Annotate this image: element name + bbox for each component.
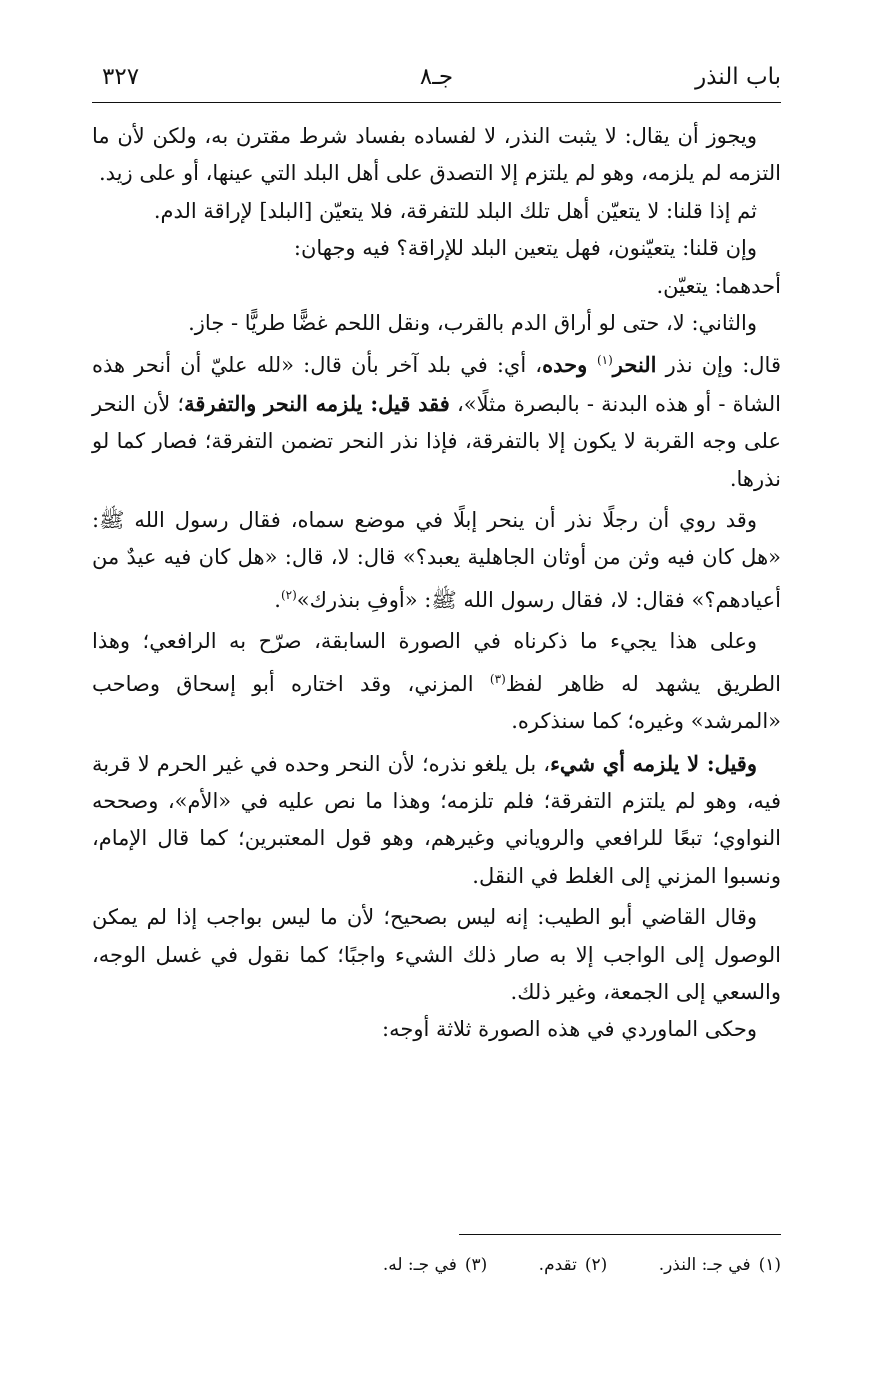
text-run: ؛ لأن النحر على وجه القربة لا يكون إلا بالتفرقة، فإذا نذر النحر تضمن التفرقة؛ فصار كما لو نذرها. <box>92 391 781 491</box>
footnote-text: في جـ: النذر. <box>658 1255 751 1275</box>
paragraph <box>92 1011 781 1048</box>
bold-term: فقد قيل: يلزمه النحر والتفرقة <box>184 390 450 416</box>
text-run: وقد روي أن رجلًا نذر أن ينحر إبلًا في موضع سماه، فقال رسول الله ﷺ: «هل كان فيه وثن من أوثان الجاهلية يعبد؟» قال: لا، قال: «هل كان فيه عيدٌ من أعيادهم؟» فقال: لا، فقال رسول الله ﷺ: «أوفِ بنذرك» <box>92 508 781 612</box>
footnote-divider <box>459 1234 781 1235</box>
paragraph <box>92 745 781 896</box>
footnote-number: (٣) <box>464 1255 488 1275</box>
paragraph <box>92 268 781 305</box>
footnote-ref: (٣) <box>489 671 506 686</box>
paragraph <box>92 342 781 498</box>
text-run: أحدهما: يتعيّن. <box>656 273 781 298</box>
page-number: ٣٢٧ <box>102 64 140 90</box>
paragraph <box>92 118 781 193</box>
text-run: ، أي: في بلد آخر بأن قال: «لله عليّ أن أنحر هذه الشاة - أو هذه البدنة - بالبصرة مثلًا»، <box>92 353 781 416</box>
paragraph <box>92 230 781 267</box>
text-run: ويجوز أن يقال: لا يثبت النذر، لا لفساده بفساد شرط مقترن به، ولكن لأن ما التزمه لم يلزمه، وهو لم يلتزم إلا التصدق على أهل البلد التي عينها، أو على زيد. <box>92 124 781 186</box>
paragraph <box>92 193 781 230</box>
text-run: وعلى هذا يجيء ما ذكرناه في الصورة السابقة، صرّح به الرافعي؛ وهذا الطريق يشهد له ظاهر لفظ <box>92 629 781 696</box>
footnote-text: في جـ: له. <box>382 1255 457 1275</box>
page-header <box>92 56 781 103</box>
footnote <box>383 1252 487 1278</box>
paragraph <box>92 502 781 619</box>
main-text <box>92 118 781 1049</box>
footnote <box>539 1252 608 1278</box>
footnote-ref: (٢) <box>280 587 297 602</box>
footnotes <box>92 1252 781 1278</box>
paragraph <box>92 899 781 1011</box>
text-run: وإن قلنا: يتعيّنون، فهل يتعين البلد للإراقة؟ فيه وجهان: <box>293 236 757 261</box>
text-run: . <box>274 587 281 612</box>
text-run: قال: وإن نذر <box>656 353 781 378</box>
footnote <box>659 1252 781 1278</box>
text-run: ثم إذا قلنا: لا يتعيّن أهل تلك البلد للتفرقة، فلا يتعيّن [البلد] لإراقة الدم. <box>153 198 757 223</box>
text-run: وحكى الماوردي في هذه الصورة ثلاثة أوجه: <box>382 1017 757 1042</box>
paragraph <box>92 305 781 342</box>
volume-label: جـ٨ <box>419 64 454 90</box>
text-run: ، بل يلغو نذره؛ لأن النحر وحده في غير الحرم لا قربة فيه، وهو لم يلتزم التفرقة؛ فلم تلزمه؛ وهذا ما نص عليه في «الأم»، وصححه النواوي؛ تبعًا للرافعي والروياني وغيرهم، وهو قول المعتبرين؛ كما قال الإمام، ونسبوا المزني إلى الغلط في النقل. <box>92 751 781 888</box>
footnote-text: تقدم. <box>538 1255 577 1275</box>
footnote-ref: (١) <box>596 353 613 368</box>
footnote-number: (٢) <box>584 1255 608 1275</box>
chapter-title: باب النذر <box>695 64 781 90</box>
text-run: المزني، وقد اختاره أبو إسحاق وصاحب «المرشد» وغيره؛ كما سنذكره. <box>92 671 781 734</box>
bold-term: وقيل: لا يلزمه أي شيء <box>550 750 757 776</box>
text-run: وقال القاضي أبو الطيب: إنه ليس بصحيح؛ لأن ما ليس بواجب إذا لم يمكن الوصول إلى الواجب إلا به صار ذلك الشيء واجبًا؛ كما نقول في غسل الوجه، والسعي إلى الجمعة، وغير ذلك. <box>92 905 781 1004</box>
footnote-number: (١) <box>758 1255 781 1275</box>
bold-term: وحده <box>542 352 597 378</box>
bold-term: النحر <box>612 352 657 378</box>
text-run: والثاني: لا، حتى لو أراق الدم بالقرب، ونقل اللحم غضًّا طريًّا - جاز. <box>188 311 757 336</box>
paragraph <box>92 623 781 740</box>
